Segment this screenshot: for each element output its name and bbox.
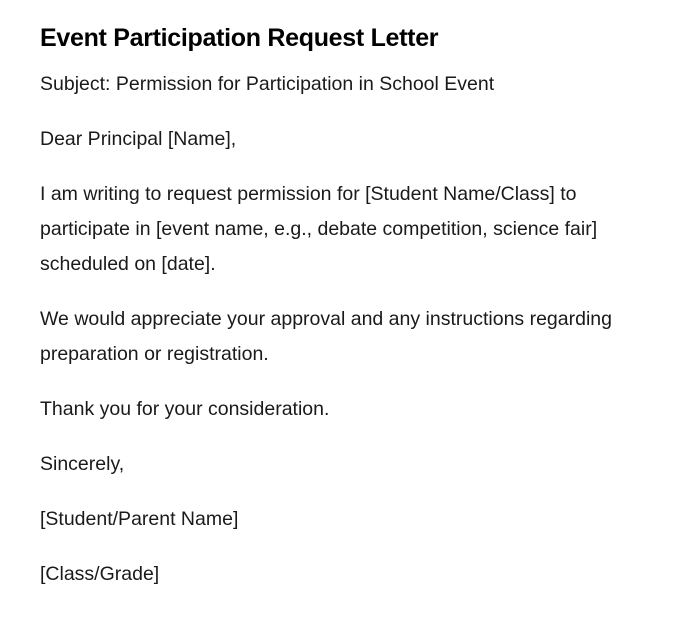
closing: Sincerely,: [40, 453, 125, 475]
salutation: Dear Principal [Name],: [40, 128, 237, 150]
signature-name: [Student/Parent Name]: [40, 508, 239, 530]
class-grade: [Class/Grade]: [40, 563, 160, 585]
body-paragraph: I am writing to request permission for [Student Name/Class] to participate in [event name, e.g., debate competition, science fair] scheduled on [date].: [40, 183, 598, 275]
body-paragraph: We would appreciate your approval and any instructions regarding preparation or registration.: [40, 308, 612, 365]
document-title: Event Participation Request Letter: [40, 24, 439, 52]
subject-line: Subject: Permission for Participation in School Event: [40, 73, 495, 95]
thanks-line: Thank you for your consideration.: [40, 398, 330, 420]
